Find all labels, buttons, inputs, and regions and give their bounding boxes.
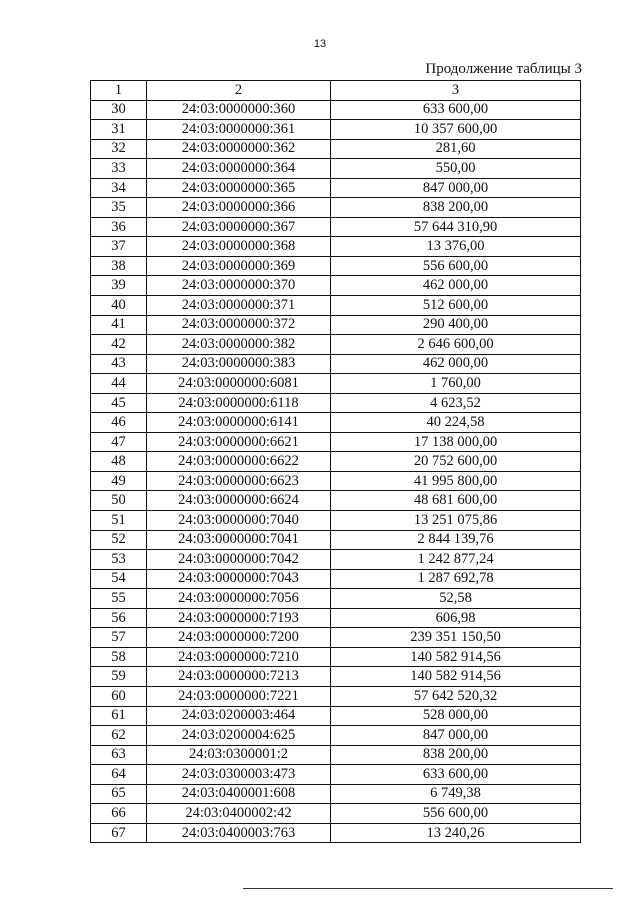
- cadastral-number-cell: 24:03:0000000:366: [147, 198, 331, 218]
- row-number-cell: 67: [91, 823, 147, 843]
- value-cell: 528 000,00: [331, 706, 581, 726]
- table-row: [91, 726, 581, 746]
- table-row: [91, 608, 581, 628]
- table-row: [91, 647, 581, 667]
- table-row: [91, 237, 581, 257]
- row-number-cell: 34: [91, 178, 147, 198]
- value-cell: 556 600,00: [331, 804, 581, 824]
- table-row: [91, 100, 581, 120]
- row-number-cell: 52: [91, 530, 147, 550]
- value-cell: 48 681 600,00: [331, 491, 581, 511]
- cadastral-number-cell: 24:03:0000000:6141: [147, 413, 331, 433]
- value-cell: 6 749,38: [331, 784, 581, 804]
- table-row: [91, 413, 581, 433]
- value-cell: 550,00: [331, 159, 581, 179]
- table-row: [91, 511, 581, 531]
- cadastral-number-cell: 24:03:0000000:372: [147, 315, 331, 335]
- row-number-cell: 39: [91, 276, 147, 296]
- cadastral-number-cell: 24:03:0000000:6081: [147, 374, 331, 394]
- table-row: [91, 491, 581, 511]
- cadastral-number-cell: 24:03:0000000:6621: [147, 432, 331, 452]
- table-row: [91, 335, 581, 355]
- table-row: [91, 589, 581, 609]
- value-cell: 1 760,00: [331, 374, 581, 394]
- cadastral-number-cell: 24:03:0000000:7210: [147, 647, 331, 667]
- row-number-cell: 42: [91, 335, 147, 355]
- row-number-cell: 50: [91, 491, 147, 511]
- footer-divider: [243, 888, 613, 889]
- value-cell: 290 400,00: [331, 315, 581, 335]
- cadastral-number-cell: 24:03:0000000:365: [147, 178, 331, 198]
- cadastral-number-cell: 24:03:0000000:362: [147, 139, 331, 159]
- row-number-cell: 48: [91, 452, 147, 472]
- value-cell: 633 600,00: [331, 765, 581, 785]
- cadastral-number-cell: 24:03:0000000:370: [147, 276, 331, 296]
- table-row: [91, 765, 581, 785]
- value-cell: 4 623,52: [331, 393, 581, 413]
- value-cell: 606,98: [331, 608, 581, 628]
- table-row: [91, 315, 581, 335]
- value-cell: 41 995 800,00: [331, 471, 581, 491]
- row-number-cell: 59: [91, 667, 147, 687]
- table-row: [91, 198, 581, 218]
- row-number-cell: 56: [91, 608, 147, 628]
- value-cell: 281,60: [331, 139, 581, 159]
- row-number-cell: 54: [91, 569, 147, 589]
- row-number-cell: 66: [91, 804, 147, 824]
- value-cell: 140 582 914,56: [331, 647, 581, 667]
- value-cell: 462 000,00: [331, 354, 581, 374]
- value-cell: 17 138 000,00: [331, 432, 581, 452]
- cadastral-number-cell: 24:03:0000000:6624: [147, 491, 331, 511]
- row-number-cell: 58: [91, 647, 147, 667]
- row-number-cell: 47: [91, 432, 147, 452]
- value-cell: 40 224,58: [331, 413, 581, 433]
- value-cell: 2 646 600,00: [331, 335, 581, 355]
- row-number-cell: 31: [91, 120, 147, 140]
- cadastral-number-cell: 24:03:0000000:364: [147, 159, 331, 179]
- row-number-cell: 36: [91, 217, 147, 237]
- table-row: [91, 804, 581, 824]
- cadastral-number-cell: 24:03:0300001:2: [147, 745, 331, 765]
- row-number-cell: 40: [91, 296, 147, 316]
- cadastral-number-cell: 24:03:0200004:625: [147, 726, 331, 746]
- row-number-cell: 33: [91, 159, 147, 179]
- row-number-cell: 57: [91, 628, 147, 648]
- table-row: [91, 139, 581, 159]
- value-cell: 20 752 600,00: [331, 452, 581, 472]
- cadastral-number-cell: 24:03:0000000:6118: [147, 393, 331, 413]
- value-cell: 1 287 692,78: [331, 569, 581, 589]
- row-number-cell: 64: [91, 765, 147, 785]
- value-cell: 13 240,26: [331, 823, 581, 843]
- cadastral-number-cell: 24:03:0000000:7041: [147, 530, 331, 550]
- table-row: [91, 667, 581, 687]
- row-number-cell: 37: [91, 237, 147, 257]
- row-number-cell: 62: [91, 726, 147, 746]
- data-table: [90, 80, 581, 843]
- row-number-cell: 46: [91, 413, 147, 433]
- value-cell: 1 242 877,24: [331, 550, 581, 570]
- cadastral-number-cell: 24:03:0000000:367: [147, 217, 331, 237]
- row-number-cell: 51: [91, 511, 147, 531]
- table-row: [91, 823, 581, 843]
- table-continuation-label: Продолжение таблицы 3: [425, 61, 582, 77]
- value-cell: 847 000,00: [331, 178, 581, 198]
- cadastral-number-cell: 24:03:0000000:6623: [147, 471, 331, 491]
- table-row: [91, 745, 581, 765]
- table-row: [91, 354, 581, 374]
- row-number-cell: 32: [91, 139, 147, 159]
- row-number-cell: 43: [91, 354, 147, 374]
- row-number-cell: 49: [91, 471, 147, 491]
- cadastral-number-cell: 24:03:0000000:7221: [147, 686, 331, 706]
- row-number-cell: 65: [91, 784, 147, 804]
- value-cell: 633 600,00: [331, 100, 581, 120]
- table-row: [91, 784, 581, 804]
- value-cell: 57 642 520,32: [331, 686, 581, 706]
- cadastral-number-cell: 24:03:0000000:368: [147, 237, 331, 257]
- cadastral-number-cell: 24:03:0400002:42: [147, 804, 331, 824]
- row-number-cell: 61: [91, 706, 147, 726]
- value-cell: 462 000,00: [331, 276, 581, 296]
- row-number-cell: 55: [91, 589, 147, 609]
- row-number-cell: 38: [91, 256, 147, 276]
- row-number-cell: 30: [91, 100, 147, 120]
- value-cell: 838 200,00: [331, 745, 581, 765]
- table-row: [91, 569, 581, 589]
- cadastral-number-cell: 24:03:0300003:473: [147, 765, 331, 785]
- cadastral-number-cell: 24:03:0000000:7056: [147, 589, 331, 609]
- table-row: [91, 296, 581, 316]
- table-row: [91, 393, 581, 413]
- cadastral-number-cell: 24:03:0000000:7213: [147, 667, 331, 687]
- table-header-row: [91, 81, 581, 101]
- value-cell: 556 600,00: [331, 256, 581, 276]
- row-number-cell: 60: [91, 686, 147, 706]
- value-cell: 57 644 310,90: [331, 217, 581, 237]
- cadastral-number-cell: 24:03:0000000:7040: [147, 511, 331, 531]
- row-number-cell: 44: [91, 374, 147, 394]
- cadastral-number-cell: 24:03:0000000:7042: [147, 550, 331, 570]
- table-row: [91, 686, 581, 706]
- table-body: [91, 100, 581, 843]
- column-header-1: 1: [91, 81, 147, 101]
- value-cell: 10 357 600,00: [331, 120, 581, 140]
- row-number-cell: 53: [91, 550, 147, 570]
- table-row: [91, 256, 581, 276]
- table-row: [91, 452, 581, 472]
- value-cell: 847 000,00: [331, 726, 581, 746]
- column-header-3: 3: [331, 81, 581, 101]
- cadastral-number-cell: 24:03:0400003:763: [147, 823, 331, 843]
- cadastral-number-cell: 24:03:0000000:382: [147, 335, 331, 355]
- page-number: 13: [313, 38, 327, 50]
- cadastral-number-cell: 24:03:0000000:7043: [147, 569, 331, 589]
- table-row: [91, 217, 581, 237]
- table-row: [91, 471, 581, 491]
- cadastral-number-cell: 24:03:0000000:369: [147, 256, 331, 276]
- row-number-cell: 41: [91, 315, 147, 335]
- row-number-cell: 63: [91, 745, 147, 765]
- table-row: [91, 628, 581, 648]
- row-number-cell: 45: [91, 393, 147, 413]
- cadastral-number-cell: 24:03:0000000:383: [147, 354, 331, 374]
- cadastral-number-cell: 24:03:0400001:608: [147, 784, 331, 804]
- cadastral-number-cell: 24:03:0000000:6622: [147, 452, 331, 472]
- table-row: [91, 276, 581, 296]
- cadastral-number-cell: 24:03:0000000:7193: [147, 608, 331, 628]
- cadastral-number-cell: 24:03:0200003:464: [147, 706, 331, 726]
- column-header-2: 2: [147, 81, 331, 101]
- table-row: [91, 178, 581, 198]
- value-cell: 52,58: [331, 589, 581, 609]
- table-row: [91, 120, 581, 140]
- value-cell: 512 600,00: [331, 296, 581, 316]
- cadastral-number-cell: 24:03:0000000:360: [147, 100, 331, 120]
- value-cell: 838 200,00: [331, 198, 581, 218]
- row-number-cell: 35: [91, 198, 147, 218]
- table-row: [91, 374, 581, 394]
- table-row: [91, 530, 581, 550]
- cadastral-number-cell: 24:03:0000000:361: [147, 120, 331, 140]
- value-cell: 239 351 150,50: [331, 628, 581, 648]
- table-row: [91, 432, 581, 452]
- table-row: [91, 159, 581, 179]
- cadastral-number-cell: 24:03:0000000:371: [147, 296, 331, 316]
- value-cell: 140 582 914,56: [331, 667, 581, 687]
- value-cell: 2 844 139,76: [331, 530, 581, 550]
- value-cell: 13 376,00: [331, 237, 581, 257]
- value-cell: 13 251 075,86: [331, 511, 581, 531]
- table-row: [91, 550, 581, 570]
- table-row: [91, 706, 581, 726]
- cadastral-number-cell: 24:03:0000000:7200: [147, 628, 331, 648]
